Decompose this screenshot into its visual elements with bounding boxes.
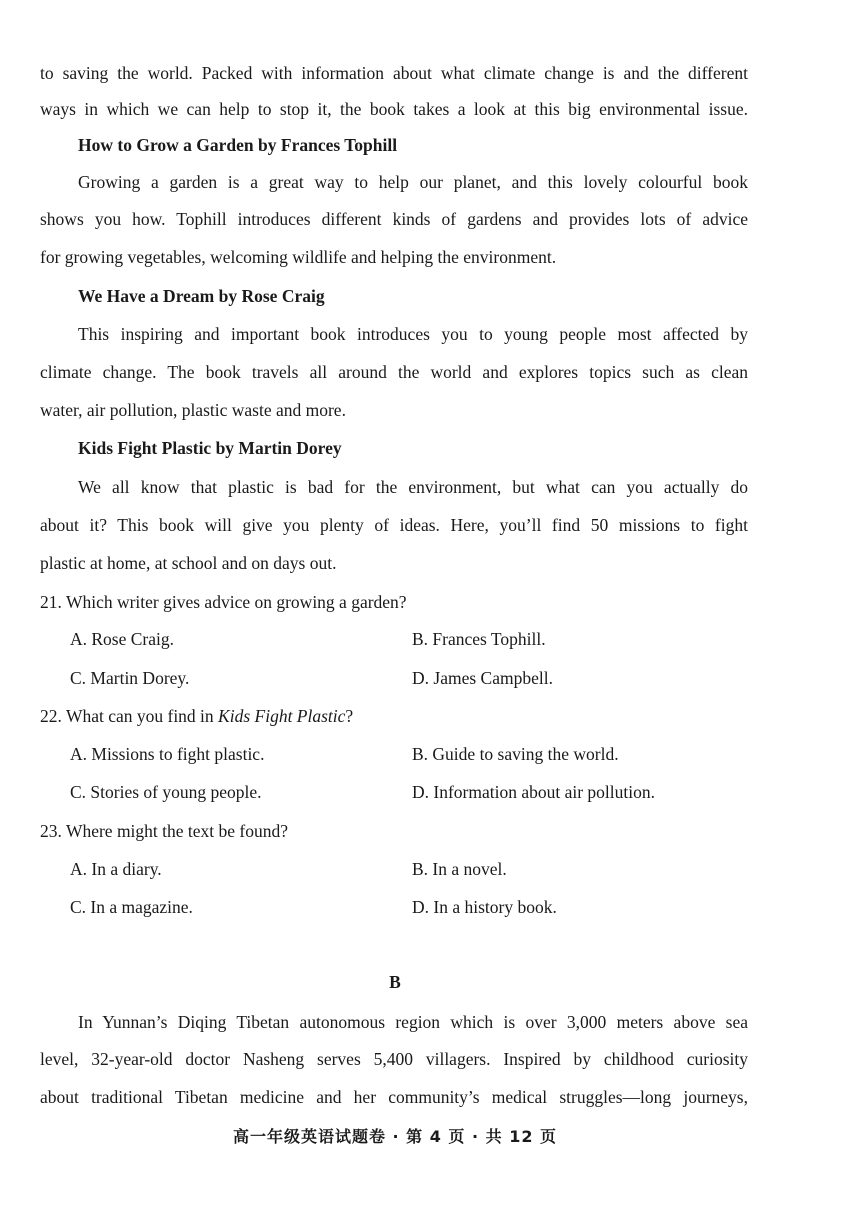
q21-option-d: D. James Campbell. <box>412 668 553 688</box>
book-plastic-line-3: plastic at home, at school and on days out. <box>40 553 337 573</box>
book-garden-line-1: Growing a garden is a great way to help our planet, and this lovely colourful book <box>78 172 748 192</box>
section-label-b: B <box>389 972 401 992</box>
book-garden-line-3: for growing vegetables, welcoming wildlife and helping the environment. <box>40 247 557 267</box>
book-dream-line-2: climate change. The book travels all around the world and explores topics such as clean <box>40 362 748 382</box>
q23-option-d: D. In a history book. <box>412 897 557 917</box>
book-plastic-line-2: about it? This book will give you plenty of ideas. Here, you’ll find 50 missions to fight <box>40 515 748 535</box>
q22-option-c: C. Stories of young people. <box>70 782 262 802</box>
question-23 <box>40 820 288 842</box>
passage-b-line-3: about traditional Tibetan medicine and her community’s medical struggles—long journeys, <box>40 1087 748 1107</box>
page-footer: 高一年级英语试题卷 · 第 4 页 · 共 12 页 <box>232 1127 558 1146</box>
book-heading-dream: We Have a Dream by Rose Craig <box>78 286 325 306</box>
question-21 <box>40 591 407 613</box>
question-number: 22. <box>40 706 62 726</box>
q23-option-a: A. In a diary. <box>70 859 162 879</box>
passage-a-intro-line-1: to saving the world. Packed with information about what climate change is and the different <box>40 63 748 83</box>
question-number: 21. <box>40 592 62 612</box>
book-garden-line-2: shows you how. Tophill introduces different kinds of gardens and provides lots of advice <box>40 209 748 229</box>
q22-option-b: B. Guide to saving the world. <box>412 744 619 764</box>
question-text: Which writer gives advice on growing a garden? <box>65 592 407 612</box>
q22-option-a: A. Missions to fight plastic. <box>70 744 265 764</box>
question-text: Where might the text be found? <box>65 821 289 841</box>
book-dream-line-1: This inspiring and important book introduces you to young people most affected by <box>78 324 748 344</box>
passage-a-intro-line-2: ways in which we can help to stop it, the book takes a look at this big environmental issue. <box>40 99 748 119</box>
passage-b-line-1: In Yunnan’s Diqing Tibetan autonomous region which is over 3,000 meters above sea <box>78 1012 748 1032</box>
book-title-italic: Kids Fight Plastic <box>218 706 346 726</box>
book-dream-line-3: water, air pollution, plastic waste and more. <box>40 400 346 420</box>
q21-option-b: B. Frances Tophill. <box>412 629 546 649</box>
question-text-end: ? <box>345 706 354 726</box>
question-text: What can you find in <box>65 706 219 726</box>
q21-option-c: C. Martin Dorey. <box>70 668 190 688</box>
book-heading-garden: How to Grow a Garden by Frances Tophill <box>78 135 398 155</box>
q23-option-c: C. In a magazine. <box>70 897 193 917</box>
passage-b-line-2: level, 32-year-old doctor Nasheng serves 5,400 villagers. Inspired by childhood curiosity <box>40 1049 748 1069</box>
q21-option-a: A. Rose Craig. <box>70 629 175 649</box>
q23-option-b: B. In a novel. <box>412 859 507 879</box>
question-22 <box>40 705 353 727</box>
q22-option-d: D. Information about air pollution. <box>412 782 656 802</box>
question-number: 23. <box>40 821 62 841</box>
book-plastic-line-1: We all know that plastic is bad for the environment, but what can you actually do <box>78 477 748 497</box>
book-heading-plastic: Kids Fight Plastic by Martin Dorey <box>78 438 342 458</box>
